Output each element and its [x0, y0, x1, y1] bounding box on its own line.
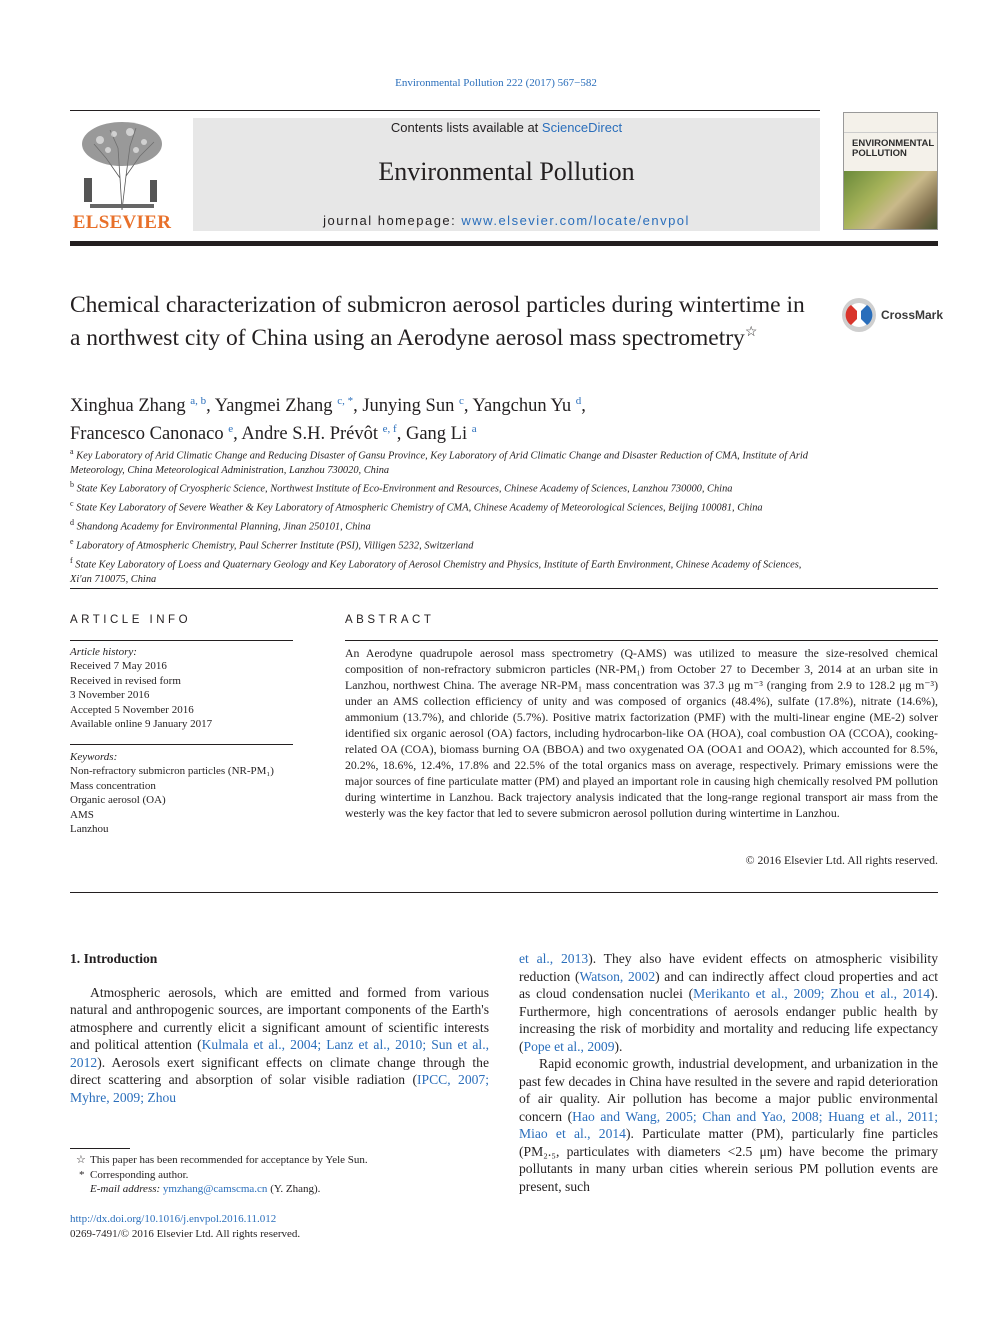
article-info-heading: ARTICLE INFO	[70, 614, 192, 626]
citation-link[interactable]: Watson, 2002	[579, 968, 656, 984]
author-affiliation-ref[interactable]: e, f	[382, 423, 397, 436]
keywords-label: Keywords:	[70, 751, 118, 763]
masthead-bottom-rule	[70, 241, 938, 246]
journal-citation-link[interactable]: Environmental Pollution 222 (2017) 567−582	[395, 77, 597, 89]
citation-link[interactable]: Kulmala et al., 2004; Lanz et al., 2010; Sun et al., 2012	[70, 1037, 489, 1070]
author-affiliation-ref[interactable]: c, *	[337, 395, 354, 407]
author[interactable]: Yangmei Zhang	[214, 396, 333, 417]
article-title: Chemical characterization of submicron aerosol particles during wintertime in a northwest city of China using an Aerodyne aerosol mass spectrometry☆	[70, 292, 805, 351]
keyword: Mass concentration	[70, 779, 156, 792]
body-column-left	[70, 950, 489, 1106]
abstract-heading: ABSTRACT	[345, 614, 435, 626]
abstract-copyright: © 2016 Elsevier Ltd. All rights reserved.	[745, 853, 938, 867]
homepage-link[interactable]: www.elsevier.com/locate/envpol	[461, 213, 690, 228]
article-history	[70, 645, 293, 731]
homepage-line: journal homepage: www.elsevier.com/locate/envpol	[323, 213, 690, 228]
intro-paragraph: Atmospheric aerosols, which are emitted and formed from various natural and anthropogenic sources, are important components of the Earth's atmosphere and currently elicit a significant amount of scientific interests and political attention (Kulmala et al., 2004; Lanz et al., 2010; Sun et al., 2012). Aerosols exert significant effects on climate change through the direct scattering and absorption of solar visible radiation (IPCC, 2007; Myhre, 2009; Zhou	[70, 984, 490, 1105]
affiliation: $^f$ State Key Laboratory of Loess and Quaternary Geology and Key Laboratory of Aerosol Chemistry and Physics, Institute of Earth Environment, Chinese Academy of Sciences, Xi'an 710075, China	[70, 555, 802, 585]
elsevier-wordmark: ELSEVIER	[72, 212, 172, 233]
author-affiliation-ref[interactable]: a	[471, 423, 477, 436]
author-list: Xinghua Zhang $^{a, b}$, Yangmei Zhang $^{c, *}$, Junying Sun $^c$, Yangchun Yu $^d$, Francesco Canonaco $^e$, Andre S.H. Prévôt $^{e, f}$, Gang Li $^a$	[70, 395, 586, 445]
article-info-rule	[70, 640, 293, 641]
author[interactable]: Xinghua Zhang	[70, 396, 186, 417]
doi-link[interactable]: http://dx.doi.org/10.1016/j.envpol.2016.11.012	[70, 1213, 277, 1225]
affiliations-divider	[70, 588, 938, 589]
keyword: Organic aerosol (OA)	[70, 794, 166, 807]
introduction-heading: 1. Introduction	[70, 951, 158, 966]
keywords-rule	[70, 744, 293, 745]
cover-top-band	[844, 113, 938, 133]
intro-paragraph: Rapid economic growth, industrial development, and urbanization in the past few decades in China have resulted in the severe and rapid deterioration of air quality. Air pollution has become a major public environmental concern (Hao and Wang, 2005; Chan and Yao, 2008; Huang et al., 2011; Miao et al., 2014). Particulate matter (PM), particularly fine particles (PM₂.₅, particulates with diameters <2.5 μm) have become the primary pollutants in many urban cities wherein serious PM pollution events are present, such	[519, 1056, 938, 1194]
affiliation-list	[70, 445, 820, 587]
author-affiliation-ref[interactable]: d	[575, 395, 582, 407]
author[interactable]: Yangchun Yu	[472, 396, 572, 417]
history-item: Accepted 5 November 2016	[70, 703, 194, 716]
history-label: Article history:	[70, 646, 137, 658]
author[interactable]: Gang Li	[405, 424, 468, 445]
author[interactable]: Francesco Canonaco	[70, 424, 224, 445]
history-item: Received 7 May 2016	[70, 660, 167, 673]
affiliation: $^d$ Shandong Academy for Environmental Planning, Jinan 250101, China	[70, 518, 371, 533]
author-affiliation-ref[interactable]: e	[228, 423, 234, 436]
issn-line: 0269-7491/© 2016 Elsevier Ltd. All rights reserved.	[70, 1228, 301, 1240]
author[interactable]: Junying Sun	[362, 396, 455, 417]
citation-link[interactable]: IPCC, 2007; Myhre, 2009; Zhou	[70, 1072, 490, 1105]
body-column-right	[519, 950, 938, 1195]
keyword: Lanzhou	[70, 823, 109, 836]
contents-line: Contents lists available at ScienceDirect	[390, 120, 623, 135]
affiliation: $^e$ Laboratory of Atmospheric Chemistry, Paul Scherrer Institute (PSI), Villigen 5232, Switzerland	[70, 536, 474, 552]
keyword: AMS	[70, 808, 94, 821]
keywords-block	[70, 750, 293, 836]
citation-link[interactable]: et al., 2013	[519, 951, 589, 966]
crossmark-badge[interactable]	[841, 297, 944, 333]
abstract-text: An Aerodyne quadrupole aerosol mass spectrometry (Q-AMS) was utilized to measure the size-resolved chemical composition of non-refractory submicron particles (NR-PM₁) from October 27 to December 3, 2014 at an urban site in Lanzhou, northwest China. The average NR-PM₁ mass concentration was 37.3 μg m⁻³ (ranging from 2.9 to 128.2 μg m⁻³) under an AMS collection efficiency of unity and was composed of organics (48.4%), sulfate (17.8%), nitrate (14.6%), ammonium (13.7%), and chloride (5.7%). Positive matrix factorization (PMF) with the multi-linear engine (ME-2) solver identified six organic aerosol (OA) factors, including hydrocarbon-like OA (HOA), coal combustion OA (CCOA), cooking-related OA (COA), biomass burning OA (BBOA) and two oxygenated OA (OOA1 and OOA2), which accounted for 8.5%, 20.2%, 18.6%, 12.4%, 17.8% and 22.5% of the total organics mass on average, respectively. Primary emissions were the major sources of fine particulate matter (PM) and played an important role in causing high chemically resolved PM pollution during wintertime in Lanzhou. Back trajectory analysis indicated that the long-range regional transport air mass from the westerly was the key factor that led to severe submicron aerosol pollution during wintertime in Lanzhou.	[345, 646, 938, 820]
affiliation: $^c$ State Key Laboratory of Severe Weather & Key Laboratory of Atmospheric Chemistry of CMA, Chinese Academy of Meteorological Sciences, Beijing 100081, China	[70, 499, 763, 514]
header-divider	[70, 110, 820, 111]
affiliation: $^b$ State Key Laboratory of Cryospheric Science, Northwest Institute of Eco-Environment and Resources, Chinese Academy of Sciences, Lanzhou 730000, China	[70, 480, 733, 495]
footnote-corresponding: * Corresponding author.	[79, 1168, 189, 1181]
history-item: Available online 9 January 2017	[70, 718, 213, 731]
title-star-mark: ☆	[744, 325, 758, 340]
citation-link[interactable]: Hao and Wang, 2005; Chan and Yao, 2008; Huang et al., 2011; Miao et al., 2014	[519, 1108, 938, 1141]
footnote-rule	[70, 1148, 130, 1149]
crossmark-label: CrossMark	[881, 308, 944, 322]
journal-name: Environmental Pollution	[378, 157, 635, 186]
cover-photo	[844, 171, 938, 230]
doi-block	[70, 1212, 300, 1242]
history-item: 3 November 2016	[70, 689, 150, 702]
footnote-email: E-mail address: ymzhang@camscma.cn (Y. Zhang).	[90, 1183, 321, 1196]
author-affiliation-ref[interactable]: c	[458, 395, 464, 407]
keyword: Non-refractory submicron particles (NR-PM₁)	[70, 765, 274, 778]
citation-link[interactable]: Pope et al., 2009	[523, 1038, 615, 1054]
email-link[interactable]: ymzhang@camscma.cn	[162, 1183, 268, 1196]
front-matter-end-rule	[70, 892, 938, 893]
footnotes	[70, 1153, 489, 1197]
crossmark-icon	[841, 297, 877, 333]
journal-cover-image	[843, 112, 938, 230]
history-item: Received in revised form	[70, 674, 181, 687]
citation-link[interactable]: Merikanto et al., 2009; Zhou et al., 2014	[693, 986, 931, 1001]
author-affiliation-ref[interactable]: a, b	[190, 395, 207, 407]
abstract-rule	[345, 640, 938, 641]
intro-paragraph-continued: et al., 2013). They also have evident effects on atmospheric visibility reduction (Watson, 2002) and can indirectly affect cloud properties and act as cloud condensation nuclei (Merikanto et al., 2009; Zhou et al., 2014). Furthermore, high concentrations of aerosols endanger public health by increasing the risk of morbidity and mortality and reducing life expectancy (Pope et al., 2009).	[519, 951, 939, 1054]
cover-title: ENVIRONMENTAL POLLUTION	[852, 138, 934, 159]
footnote-star: ☆ This paper has been recommended for acceptance by Yele Sun.	[76, 1154, 368, 1166]
author[interactable]: Andre S.H. Prévôt	[241, 424, 379, 445]
sciencedirect-link[interactable]: ScienceDirect	[541, 120, 623, 135]
affiliation: $^a$ Key Laboratory of Arid Climatic Change and Reducing Disaster of Gansu Province, Key Laboratory of Arid Climatic Change and Disaster Reduction of CMA, Institute of Arid Meteorology, China Meteorological Administration, Lanzhou 730020, China	[70, 447, 808, 476]
